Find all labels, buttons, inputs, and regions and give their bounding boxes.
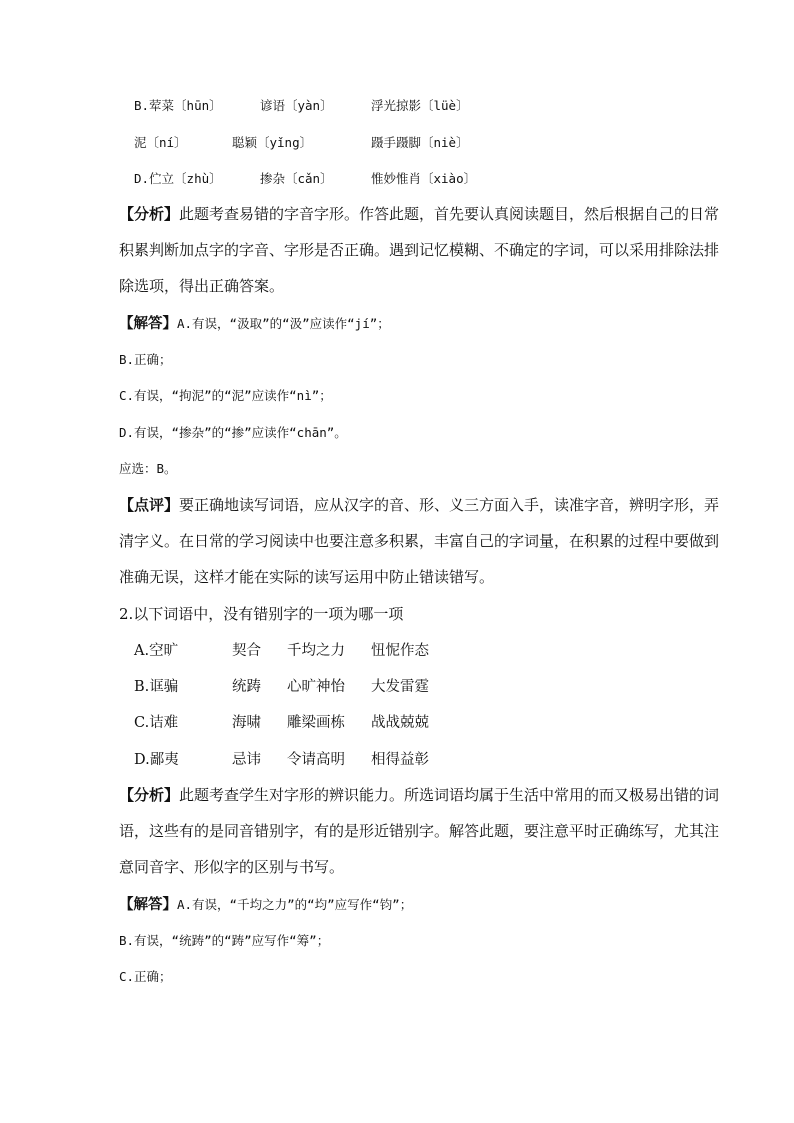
q2-option-c-word1: C.诘难	[134, 715, 179, 731]
q1-comment-tag: 【点评】	[119, 496, 180, 514]
q1-analysis-line: 积累判断加点字的字音、字形是否正确。遇到记忆模糊、不确定的字词，可以采用排除法排	[119, 241, 720, 259]
q2-answer-b: B.有误，“统踌”的“踌”应写作“筹”；	[119, 933, 330, 948]
q1-option-b-cont-word3: 蹑手蹑脚〔niè〕	[371, 135, 469, 150]
q1-comment-line: 要正确地读写词语，应从汉字的音、形、义三方面入手，读准字音，辨明字形，弄	[179, 496, 720, 514]
q1-answer-tag: 【解答】	[119, 315, 177, 332]
q2-option-b-word4: 大发雷霆	[371, 679, 429, 695]
q1-option-d-word3: 惟妙惟肖〔xiào〕	[371, 171, 477, 186]
q2-analysis-tag: 【分析】	[119, 786, 180, 804]
q2-option-b-word2: 统踌	[232, 679, 261, 695]
q1-answer-d: D.有误，“掺杂”的“掺”应读作“chān”。	[119, 425, 347, 440]
q2-option-a-word1: A.空旷	[134, 643, 179, 659]
q1-option-d-word2: 掺杂〔cǎn〕	[260, 171, 333, 186]
q2-option-b-word3: 心旷神怡	[287, 679, 345, 695]
q1-option-b-word3: 浮光掠影〔lüè〕	[371, 98, 469, 113]
q1-option-b-cont-word1: 泥〔ní〕	[134, 135, 187, 150]
q2-analysis-line: 此题考查学生对字形的辨识能力。所选词语均属于生活中常用的而又极易出错的词	[179, 786, 720, 804]
q2-title: 2.以下词语中，没有错别字的一项为哪一项	[119, 605, 404, 623]
q2-option-c-word3: 雕梁画栋	[287, 715, 345, 731]
q2-option-a-word3: 千均之力	[287, 643, 345, 659]
q1-option-b-cont-word2: 聪颖〔yǐng〕	[232, 135, 313, 150]
q1-option-b-word2: 谚语〔yàn〕	[260, 98, 333, 113]
q2-option-a-word4: 忸怩作态	[371, 643, 429, 659]
q2-option-c-word2: 海啸	[232, 715, 261, 731]
q2-option-d-word3: 令请高明	[287, 752, 345, 768]
q1-answer-choice: 应选：B。	[119, 461, 177, 476]
q1-analysis-tag: 【分析】	[119, 205, 180, 223]
q2-option-b-word1: B.诓骗	[134, 679, 179, 695]
q2-answer-tag: 【解答】	[119, 896, 177, 913]
q2-option-d-word4: 相得益彰	[371, 752, 429, 768]
q2-option-d-word1: D.鄙夷	[134, 752, 179, 768]
q1-comment-line: 清字义。在日常的学习阅读中也要注意多积累，丰富自己的字词量，在积累的过程中要做到	[119, 532, 720, 550]
q1-option-d-word1: D.伫立〔zhù〕	[134, 171, 222, 186]
q1-comment	[119, 487, 720, 595]
q1-analysis	[119, 196, 720, 304]
q1-answer-b: B.正确；	[119, 352, 172, 367]
q1-answer-a: 【解答】A.有误，“汲取”的“汲”应读作“jí”；	[119, 315, 390, 332]
q1-option-b-word1: B.荤菜〔hūn〕	[134, 98, 222, 113]
q2-option-d-word2: 忌讳	[232, 752, 261, 768]
q2-answer-a: 【解答】A.有误，“千均之力”的“均”应写作“钧”；	[119, 896, 413, 913]
q2-answer-c: C.正确；	[119, 969, 172, 984]
q1-analysis-line: 此题考查易错的字音字形。作答此题，首先要认真阅读题目，然后根据自己的日常	[179, 205, 720, 223]
q2-analysis	[119, 777, 720, 885]
q2-option-a-word2: 契合	[232, 643, 261, 659]
q1-analysis-line: 除选项，得出正确答案。	[119, 277, 285, 295]
q1-comment-line: 准确无误，这样才能在实际的读写运用中防止错读错写。	[119, 568, 495, 586]
q2-analysis-line: 意同音字、形似字的区别与书写。	[119, 858, 345, 876]
q2-analysis-line: 语，这些有的是同音错别字，有的是形近错别字。解答此题，要注意平时正确练写，尤其注	[119, 822, 720, 840]
q1-answer-c: C.有误，“拘泥”的“泥”应读作“nì”；	[119, 388, 332, 403]
q2-option-c-word4: 战战兢兢	[371, 715, 429, 731]
